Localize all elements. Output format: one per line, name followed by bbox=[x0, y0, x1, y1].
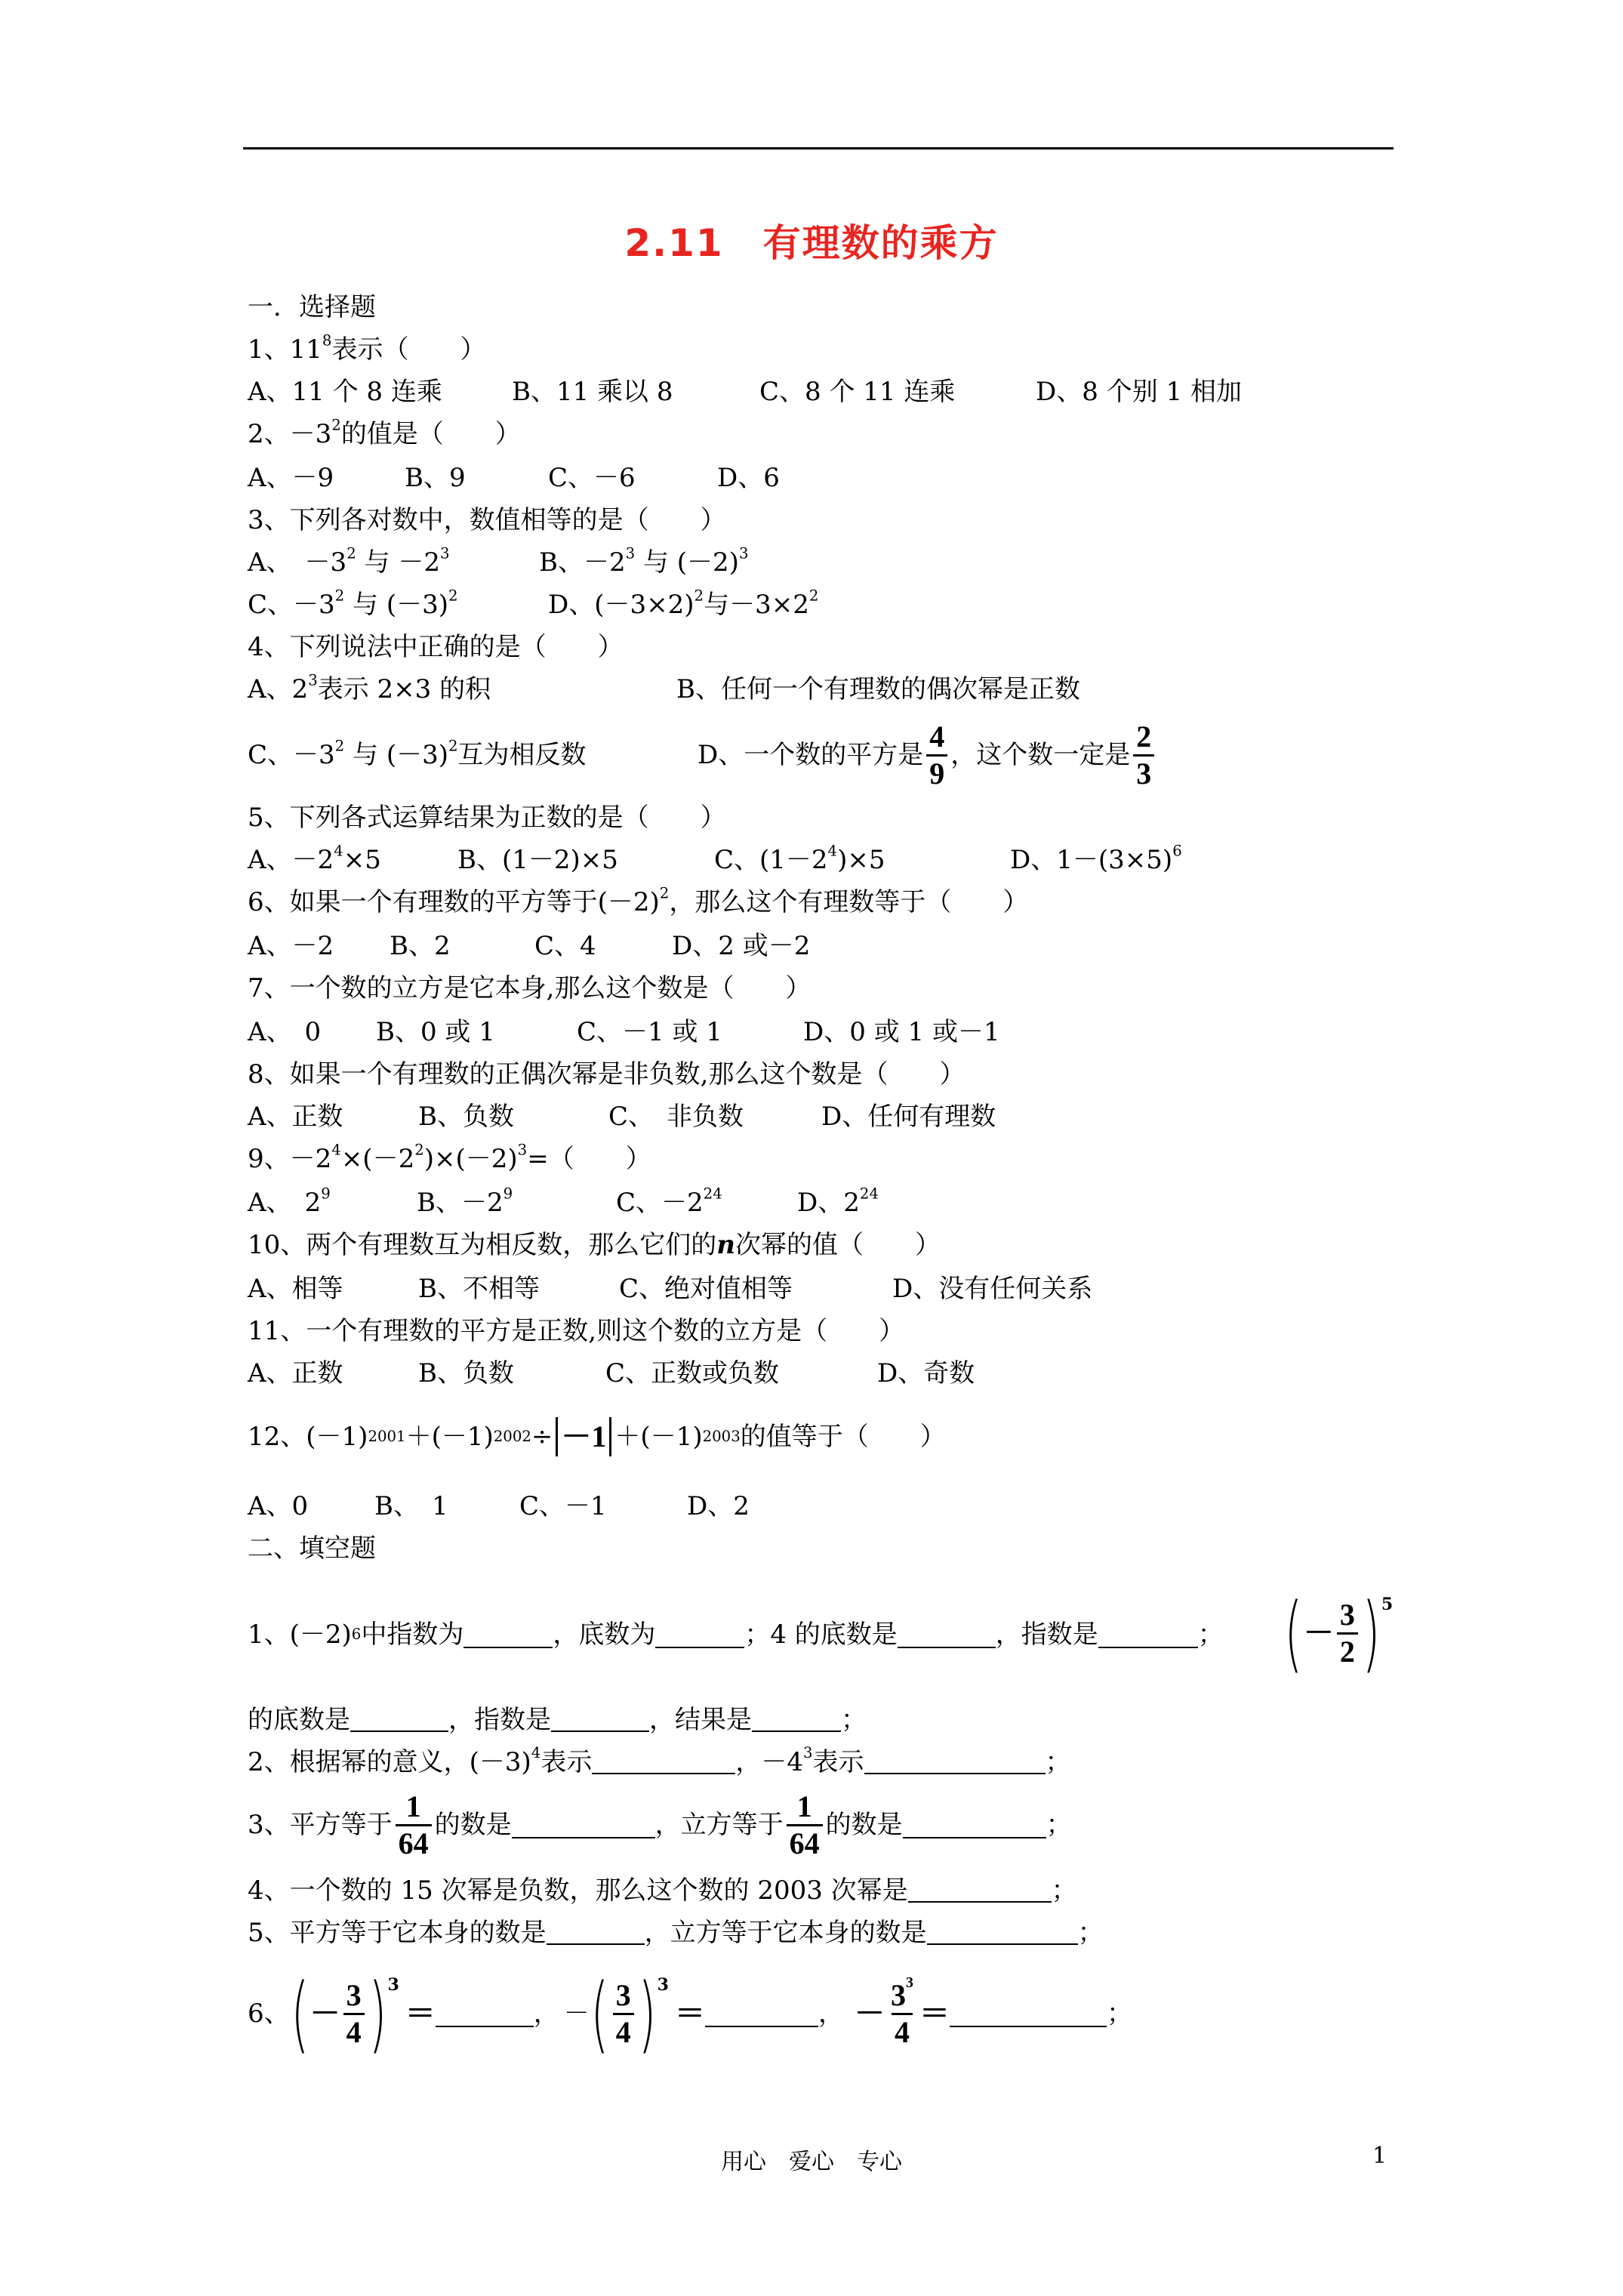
q11-option-c: C、正数或负数 bbox=[605, 1358, 780, 1388]
q3-option-c: C、$-3^2$ 与 $(-3)^2$ bbox=[248, 587, 458, 620]
q8-option-a: A、正数 bbox=[248, 1102, 343, 1132]
right-paren: ) bbox=[368, 1965, 387, 2062]
left-paren: ( bbox=[291, 1965, 309, 2062]
question-5: 5、下列各式运算结果为正数的是（ ） bbox=[248, 803, 726, 833]
q2-option-a: A、－9 bbox=[248, 463, 334, 493]
fraction-three-halves: $\frac{3}{2}$ bbox=[1337, 1599, 1358, 1668]
fraction-three-cubed-over-four: $\frac{3^3}{4}$ bbox=[890, 1974, 913, 2049]
q5-option-b: B、(1－2)×5 bbox=[457, 845, 618, 875]
fraction-one-sixty-fourth: $\frac{1}{64}$ bbox=[787, 1791, 823, 1860]
q4-option-d: D、一个数的平方是 $\frac{4}{9}$ ，这个数一定是 $\frac{2}{3}$ bbox=[698, 717, 1157, 793]
q5-option-d: D、$1-(3\times 5)^6$ bbox=[1010, 842, 1182, 875]
q7-option-d: D、0 或 1 或－1 bbox=[803, 1017, 1000, 1047]
question-11: 11、一个有理数的平方是正数,则这个数的立方是（ ） bbox=[248, 1316, 905, 1346]
q6-option-c: C、4 bbox=[534, 931, 596, 961]
q8-option-c: C、 非负数 bbox=[608, 1102, 744, 1132]
absolute-value-bar-right bbox=[609, 1417, 611, 1456]
page-footer: 用心 爱心 专心 bbox=[721, 2149, 902, 2175]
right-paren: ) bbox=[1362, 1585, 1381, 1681]
q12-option-c: C、－1 bbox=[519, 1491, 607, 1521]
negative-three-halves-power: ( － $\frac{3}{2}$ ) 5 bbox=[1284, 1585, 1394, 1681]
q3-option-b: B、$-2^3$ 与 $(-2)^3$ bbox=[539, 544, 749, 578]
fraction-four-ninths: $\frac{4}{9}$ bbox=[926, 721, 947, 790]
question-8: 8、如果一个有理数的正偶次幂是非负数,那么这个数是（ ） bbox=[248, 1059, 965, 1089]
q5-option-a: A、$-2^4\times 5$ bbox=[248, 842, 381, 875]
question-3: 3、下列各对数中，数值相等的是（ ） bbox=[248, 505, 726, 535]
answer-blank[interactable] bbox=[908, 1875, 1052, 1903]
q2-option-d: D、6 bbox=[717, 463, 780, 493]
q4-option-c: C、$-3^2$ 与 $(-3)^2$互为相反数 bbox=[248, 737, 587, 770]
fill-question-6: 6、 ( － $\frac{3}{4}$ ) 3 ＝ ， － ( $\frac{3}{4}$ ) 3 ＝ ， － $\frac{3^3}{4}$ ＝ ； bbox=[248, 1965, 1132, 2062]
q2-option-c: C、－6 bbox=[548, 463, 636, 493]
q9-option-d: D、$2^{24}$ bbox=[797, 1185, 879, 1218]
page-number: 1 bbox=[1372, 2143, 1387, 2169]
answer-blank[interactable] bbox=[903, 1811, 1046, 1838]
answer-blank[interactable] bbox=[463, 1621, 553, 1648]
left-paren: ( bbox=[1284, 1585, 1303, 1681]
section-fill-heading: 二、填空题 bbox=[248, 1533, 376, 1564]
q1-option-a: A、11 个 8 连乘 bbox=[248, 377, 442, 407]
answer-blank[interactable] bbox=[655, 1621, 744, 1648]
q3-option-a: A、 $-3^2$ 与 $-2^3$ bbox=[248, 544, 450, 578]
q10-option-c: C、绝对值相等 bbox=[619, 1274, 793, 1304]
q11-option-a: A、正数 bbox=[248, 1358, 343, 1388]
q3-option-d: D、$(-3\times 2)^2$与$-3\times 2^2$ bbox=[548, 587, 819, 620]
question-12: 12、(－1) 2001 ＋(－1) 2002 ÷ －1 ＋(－1) 2003 的值等于（ ） bbox=[248, 1410, 946, 1463]
answer-blank[interactable] bbox=[898, 1621, 996, 1648]
answer-blank[interactable] bbox=[551, 1705, 649, 1732]
q4-option-b: B、任何一个有理数的偶次幂是正数 bbox=[676, 674, 1080, 704]
answer-blank[interactable] bbox=[592, 1747, 735, 1774]
q1-option-c: C、8 个 11 连乘 bbox=[759, 377, 956, 407]
answer-blank[interactable] bbox=[752, 1705, 841, 1732]
question-4: 4、下列说法中正确的是（ ） bbox=[248, 632, 624, 662]
fill-question-5: 5、平方等于它本身的数是 ，立方等于它本身的数是 ； bbox=[248, 1917, 1104, 1948]
question-2: 2、$-3^2$的值是（ ） bbox=[248, 416, 521, 449]
q10-option-d: D、没有任何关系 bbox=[892, 1274, 1093, 1304]
q9-option-b: B、$-2^9$ bbox=[417, 1185, 513, 1218]
q8-option-b: B、负数 bbox=[418, 1102, 514, 1132]
question-10: 10、两个有理数互为相反数，那么它们的n次幂的值（ ） bbox=[248, 1230, 941, 1260]
answer-blank[interactable] bbox=[864, 1747, 1046, 1774]
question-9: 9、$-2^4\times(-2^2)\times(-2)^3=$（ ） bbox=[248, 1141, 651, 1174]
q12-option-b: B、 1 bbox=[374, 1491, 448, 1521]
q10-option-a: A、相等 bbox=[248, 1274, 343, 1304]
q11-option-b: B、负数 bbox=[418, 1358, 514, 1388]
q1-option-b: B、11 乘以 8 bbox=[512, 377, 673, 407]
right-paren: ) bbox=[638, 1965, 656, 2062]
answer-blank[interactable] bbox=[350, 1705, 448, 1732]
fraction-three-quarters: $\frac{3}{4}$ bbox=[343, 1980, 365, 2048]
fraction-one-sixty-fourth: $\frac{1}{64}$ bbox=[396, 1791, 432, 1860]
fraction-three-quarters: $\frac{3}{4}$ bbox=[613, 1980, 634, 2048]
q8-option-d: D、任何有理数 bbox=[821, 1102, 996, 1132]
fill-question-1-continued: 的底数是 ，指数是 ，结果是 ； bbox=[248, 1704, 867, 1735]
q6-option-d: D、2 或－2 bbox=[672, 931, 811, 961]
answer-blank[interactable] bbox=[1098, 1621, 1198, 1648]
question-6: 6、如果一个有理数的平方等于$(-2)^2$，那么这个有理数等于（ ） bbox=[248, 884, 1029, 917]
q10-option-b: B、不相等 bbox=[418, 1274, 540, 1304]
q6-option-b: B、2 bbox=[390, 931, 451, 961]
q4-option-a: A、$2^3$表示 2×3 的积 bbox=[248, 671, 491, 704]
fill-question-4: 4、一个数的 15 次幂是负数，那么这个数的 2003 次幂是 ； bbox=[248, 1875, 1077, 1906]
q7-option-a: A、 0 bbox=[248, 1017, 322, 1047]
q2-option-b: B、9 bbox=[405, 463, 466, 493]
q11-option-d: D、奇数 bbox=[877, 1358, 975, 1388]
q9-option-c: C、$-2^{24}$ bbox=[616, 1185, 722, 1218]
q5-option-c: C、$(1-2^4)\times 5$ bbox=[714, 842, 885, 875]
q6-option-a: A、－2 bbox=[248, 931, 334, 961]
fill-question-2: 2、根据幂的意义，$(-3)^4$表示 ，$-4^3$表示 ； bbox=[248, 1744, 1071, 1777]
answer-blank[interactable] bbox=[547, 1918, 645, 1945]
q12-option-a: A、0 bbox=[248, 1491, 309, 1521]
q12-option-d: D、2 bbox=[687, 1491, 750, 1521]
answer-blank[interactable] bbox=[705, 2000, 818, 2027]
question-7: 7、一个数的立方是它本身,那么这个数是（ ） bbox=[248, 973, 812, 1003]
q7-option-c: C、－1 或 1 bbox=[577, 1017, 722, 1047]
answer-blank[interactable] bbox=[512, 1811, 655, 1838]
answer-blank[interactable] bbox=[436, 2000, 534, 2027]
absolute-value-bar-left bbox=[556, 1417, 558, 1456]
section-choice-heading: 一．选择题 bbox=[248, 292, 376, 322]
left-paren: ( bbox=[590, 1965, 609, 2062]
fill-question-1: 1、(－2) 6 中指数为 ，底数为 ；4 的底数是 ，指数是 ； bbox=[248, 1620, 1224, 1650]
answer-blank[interactable] bbox=[950, 2000, 1107, 2027]
q7-option-b: B、0 或 1 bbox=[376, 1017, 495, 1047]
question-1: 1、$11^8$表示（ ） bbox=[248, 331, 486, 365]
q9-option-a: A、 $2^9$ bbox=[248, 1185, 331, 1218]
fill-question-3: 3、平方等于 $\frac{1}{64}$ 的数是 ，立方等于 $\frac{1}{64}$ 的数是 ； bbox=[248, 1789, 1072, 1860]
q1-option-d: D、8 个别 1 相加 bbox=[1036, 377, 1242, 407]
fraction-two-thirds: $\frac{2}{3}$ bbox=[1133, 721, 1154, 790]
header-rule bbox=[243, 147, 1394, 149]
page-title: 2.11 有理数的乘方 bbox=[624, 221, 999, 265]
answer-blank[interactable] bbox=[927, 1918, 1078, 1945]
